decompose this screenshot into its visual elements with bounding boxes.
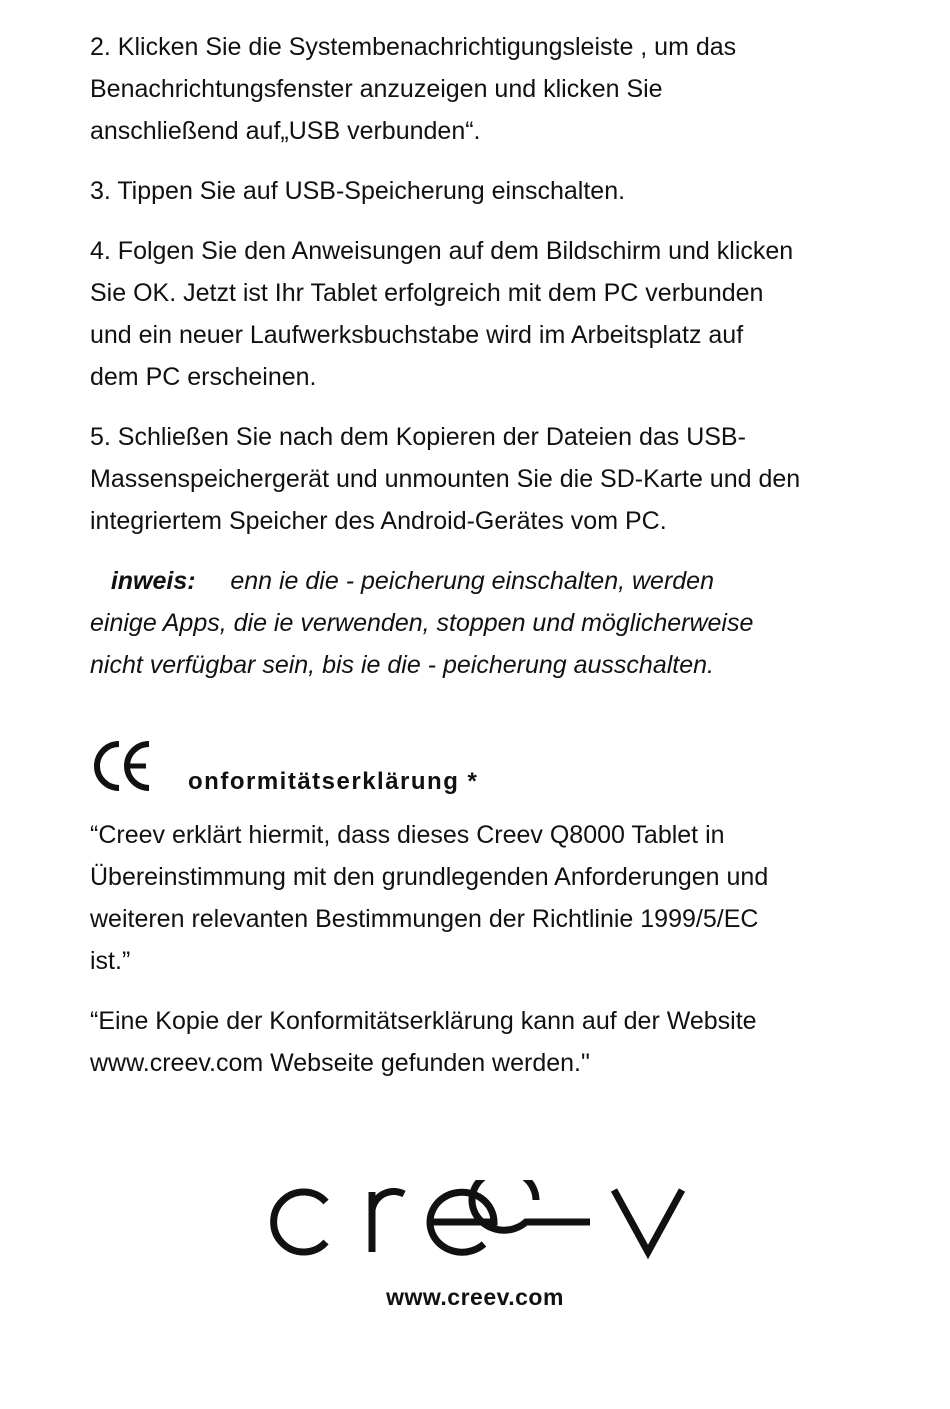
note-paragraph (90, 560, 870, 686)
note-line (90, 560, 870, 602)
note-label: inweis: (110, 567, 196, 595)
text-line: “Creev erklärt hiermit, dass dieses Creev Q8000 Tablet in (90, 821, 725, 849)
step-4-paragraph (90, 230, 870, 398)
text-line: ist.” (90, 947, 131, 975)
text-line: Übereinstimmung mit den grundlegenden Anforderungen und (90, 863, 769, 891)
text-line: 3. Tippen Sie auf USB-Speicherung einschalten. (90, 177, 626, 205)
note-text: enn ie die - peicherung einschalten, werden (230, 567, 714, 595)
conformity-copy-note (90, 1000, 870, 1084)
text-line: 4. Folgen Sie den Anweisungen auf dem Bildschirm und klicken (90, 237, 794, 265)
text-line: 2. Klicken Sie die Systembenachrichtigungsleiste , um das (90, 33, 737, 61)
note-line: einige Apps, die ie verwenden, stoppen und möglicherweise (90, 609, 754, 637)
creev-logo (268, 1180, 688, 1260)
text-line: Massenspeichergerät und unmounten Sie die SD-Karte und den (90, 465, 801, 493)
website-url: www.creev.com (386, 1284, 564, 1310)
text-line: “Eine Kopie der Konformitätserklärung kann auf der Website (90, 1007, 757, 1035)
text-line: www.creev.com Webseite gefunden werden." (90, 1049, 590, 1077)
step-3-paragraph (90, 170, 870, 212)
step-2-paragraph (90, 26, 870, 152)
step-5-paragraph (90, 416, 870, 542)
conformity-statement (90, 814, 870, 982)
text-line: dem PC erscheinen. (90, 363, 317, 391)
text-line: Sie OK. Jetzt ist Ihr Tablet erfolgreich mit dem PC verbunden (90, 279, 764, 307)
text-line: weiteren relevanten Bestimmungen der Richtlinie 1999/5/EC (90, 905, 759, 933)
text-line: anschließend auf„USB verbunden“. (90, 117, 481, 145)
text-line: und ein neuer Laufwerksbuchstabe wird im Arbeitsplatz auf (90, 321, 744, 349)
note-line: nicht verfügbar sein, bis ie die - peicherung ausschalten. (90, 651, 714, 679)
ce-mark-icon (92, 738, 154, 794)
conformity-heading: onformitätserklärung * (188, 768, 479, 795)
text-line: 5. Schließen Sie nach dem Kopieren der Dateien das USB- (90, 423, 746, 451)
text-line: integriertem Speicher des Android-Gerätes vom PC. (90, 507, 667, 535)
text-line: Benachrichtungsfenster anzuzeigen und klicken Sie (90, 75, 663, 103)
